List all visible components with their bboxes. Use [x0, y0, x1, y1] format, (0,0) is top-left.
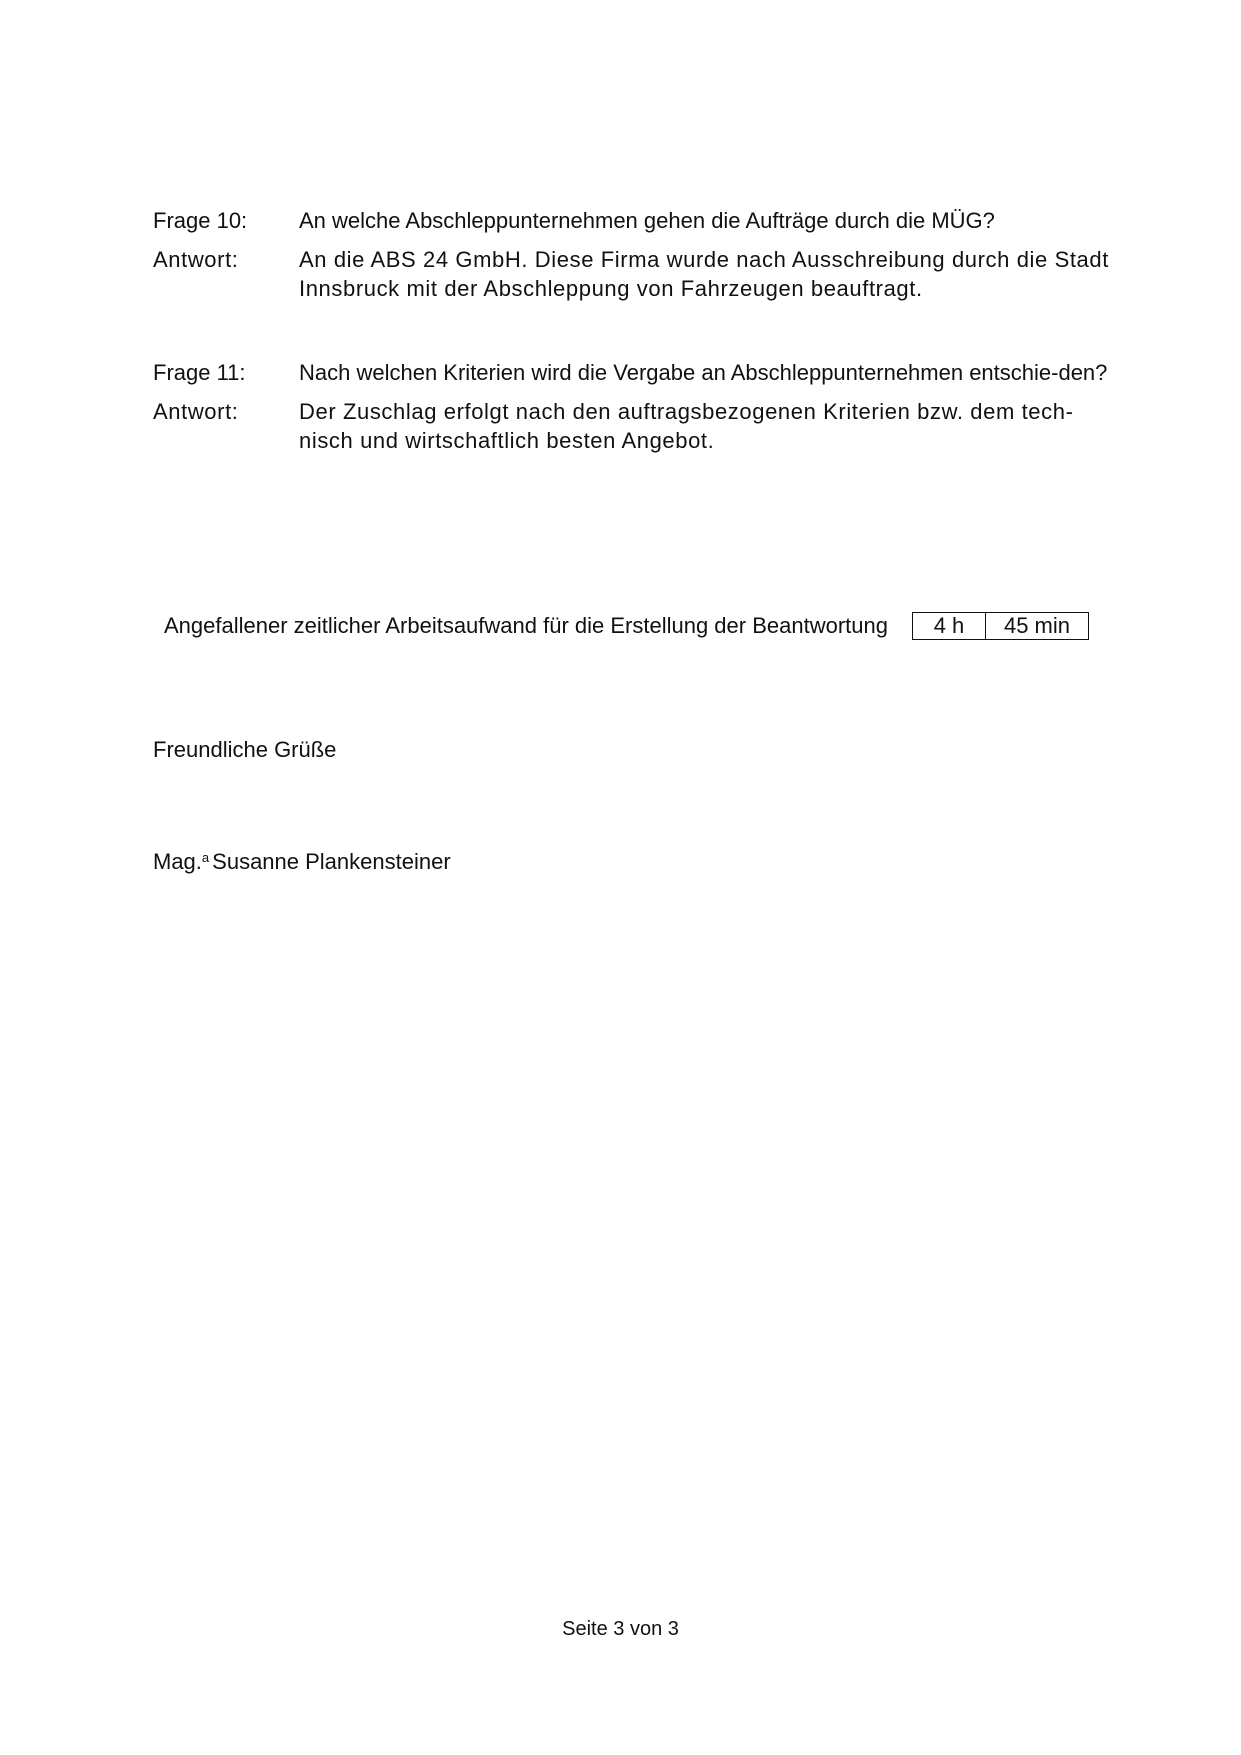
answer-text: An die ABS 24 GmbH. Diese Firma wurde nach Ausschreibung durch die Stadt Innsbruck mit der Abschleppung von Fahrzeugen beauftragt.: [299, 247, 1109, 301]
question-text: An welche Abschleppunternehmen gehen die Aufträge durch die MÜG?: [299, 208, 995, 233]
answer-text: Der Zuschlag erfolgt nach den auftragsbezogenen Kriterien bzw. dem tech-nisch und wirtschaftlich besten Angebot.: [299, 399, 1074, 453]
signature-name-line: [153, 848, 451, 876]
qa-item-11: [153, 358, 1113, 465]
page-number-footer: Seite 3 von 3: [562, 1618, 679, 1640]
work-effort-row: [164, 612, 1089, 640]
academic-title: Mag.: [153, 849, 202, 874]
question-label: Frage 10:: [153, 208, 248, 233]
question-text: Nach welchen Kriterien wird die Vergabe an Abschleppunternehmen entschie-den?: [299, 360, 1108, 385]
qa-item-10: [153, 206, 1113, 313]
signatory-name: Susanne Plankensteiner: [212, 849, 451, 874]
answer-label: Antwort:: [153, 399, 239, 424]
work-effort-box: [912, 612, 1089, 640]
answer-label: Antwort:: [153, 247, 239, 272]
work-effort-label: Angefallener zeitlicher Arbeitsaufwand für die Erstellung der Beantwortung: [164, 613, 888, 638]
question-label: Frage 11:: [153, 360, 246, 385]
work-effort-minutes: 45 min: [1003, 613, 1070, 638]
question-row: [153, 206, 1113, 235]
closing-greeting: Freundliche Grüße: [153, 737, 337, 762]
academic-title-superscript: a: [201, 850, 210, 865]
answer-row: [153, 397, 1113, 455]
question-row: [153, 358, 1113, 387]
answer-row: [153, 245, 1113, 303]
work-effort-hours: 4 h: [913, 613, 986, 639]
